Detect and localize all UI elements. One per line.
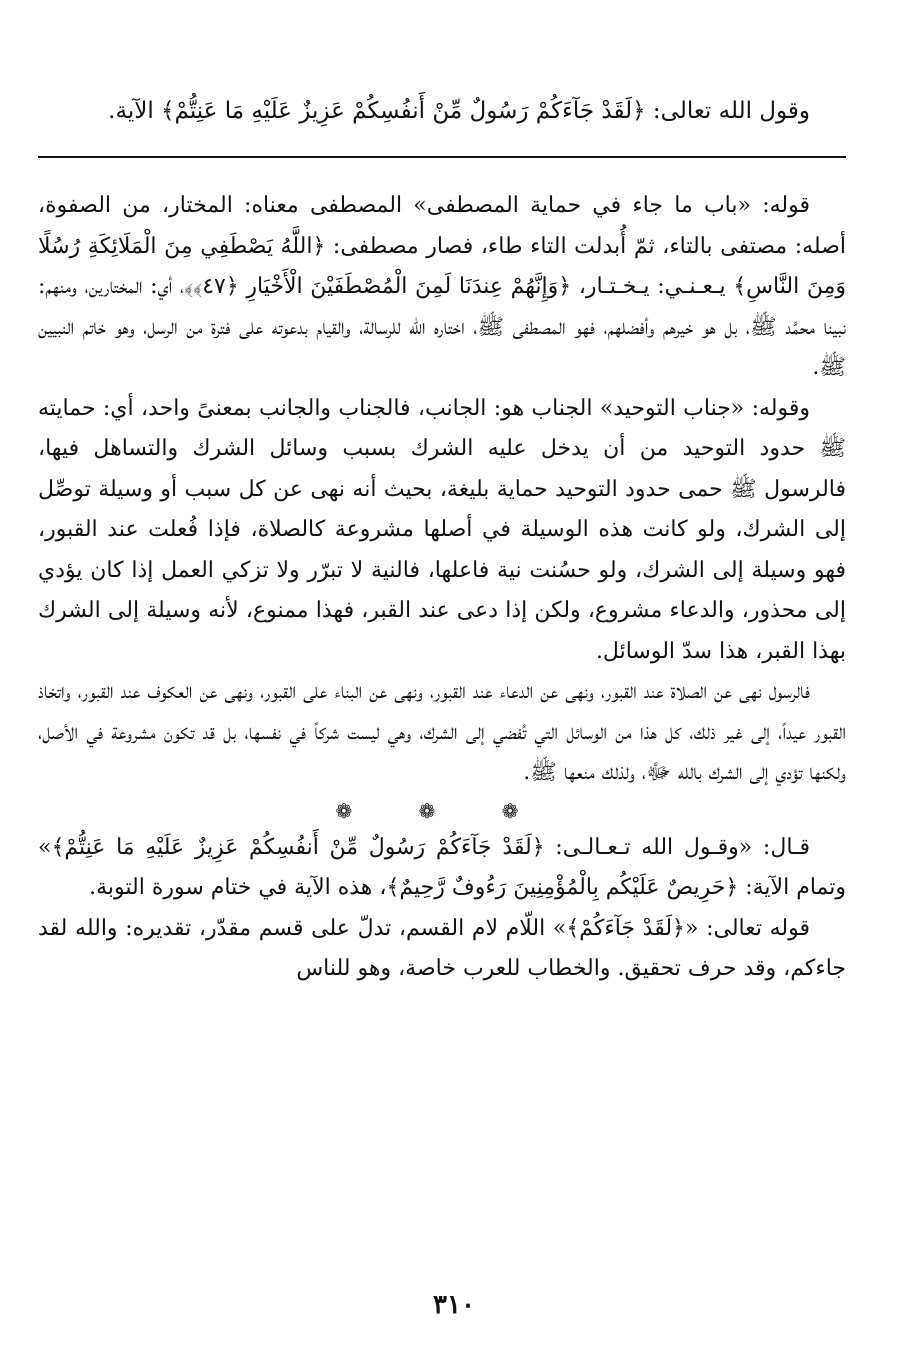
paragraph-laqad-jaakum: قوله تعالى: «﴿لَقَدْ جَآءَكُمْ﴾» اللّام لام القسم، تدلّ على قسم مقدّر، تقديره: والله لقد جاءكم، وقد حرف تحقيق. والخطاب للعرب خاصة، وهو للناس bbox=[38, 915, 846, 981]
opening-verse: وقول الله تعالى: ﴿لَقَدْ جَآءَكُمْ رَسُولٌ مِّنْ أَنفُسِكُمْ عَزِيزٌ عَلَيْهِ مَا عَنِتُّمْ﴾ الآية. bbox=[108, 98, 810, 124]
section-separator-stars: ❁ ❁ ❁ bbox=[335, 798, 549, 823]
paragraph-wasail: فالرسول نهى عن الصلاة عند القبور، ونهى عن الدعاء عند القبور، ونهى عن البناء على القبور، ونهى عن العكوف عند القبور، واتخاذ القبور عيداً، إلى غير ذلك، كل هذا من الوسائل التي تُفضي إلى الشرك، وهي ليست شركاً في نفسها، بل قد تكون مشروعة في الأصل، ولكنها تؤدي إلى الشرك بالله ﷻ، ولذلك منعها ﷺ. bbox=[38, 679, 846, 785]
paragraph-janab-tawhid: وقوله: «جناب التوحيد» الجناب هو: الجانب، فالجناب والجانب بمعنىً واحد، أي: حمايته ﷺ حدود التوحيد من أن يدخل عليه الشرك بسبب وسائل الشرك والتساهل فيها، فالرسول ﷺ حمى حدود التوحيد حماية بليغة، بحيث أنه نهى عن كل سبب أو وسيلة توصِّل إلى الشرك، ولو كانت هذه الوسيلة في أصلها مشروعة كالصلاة، فإذا فُعلت عند القبور، فهو وسيلة إلى الشرك، ولو حسُنت نية فاعلها، فالنية لا تبرّر ولا تزكي العمل إذا كان يؤدي إلى محذور، والدعاء مشروع، ولكن إذا دعى عند القبر، فهذا ممنوع، لأنه وسيلة إلى الشرك بهذا القبر، هذا سدّ الوسائل. bbox=[38, 395, 846, 664]
paragraph-bab-hemaya: قوله: «باب ما جاء في حماية المصطفى» المصطفى معناه: المختار، من الصفوة، أصله: مصتفى بالتاء، ثمّ أُبدلت التاء طاء، فصار مصطفى: ﴿اللَّهُ يَصْطَفِي مِنَ الْمَلَائِكَةِ رُسُلًا وَمِنَ النَّاسِ﴾ يـعـنـي: يـخـتـار، ﴿وَإِنَّهُمْ عِندَنَا لَمِنَ الْمُصْطَفَيْنَ الْأَخْيَارِ ﴿٤٧﴾﴾، أي: المختارين، ومنهم: نبينا محمَّد ﷺ، بل هو خيرهم وأفضلهم، فهو المصطفى ﷺ، اختاره الله للرسالة، والقيام بدعوته على فترة من الرسل، وهو خاتم النبيين ﷺ. bbox=[38, 193, 846, 380]
page-number: ٣١٠ bbox=[433, 1290, 475, 1320]
paragraph-qal-verse: قـال: «وقـول الله تـعـالـى: ﴿لَقَدْ جَآءَكُمْ رَسُولٌ مِّنْ أَنفُسِكُمْ عَزِيزٌ عَلَيْهِ مَا عَنِتُّمْ﴾» وتمام الآية: ﴿حَرِيصٌ عَلَيْكُم بِالْمُؤْمِنِينَ رَءُوفٌ رَّحِيمٌ﴾، هذه الآية في ختام سورة التوبة. bbox=[38, 834, 846, 900]
horizontal-divider bbox=[38, 156, 846, 158]
page-body bbox=[38, 80, 846, 990]
